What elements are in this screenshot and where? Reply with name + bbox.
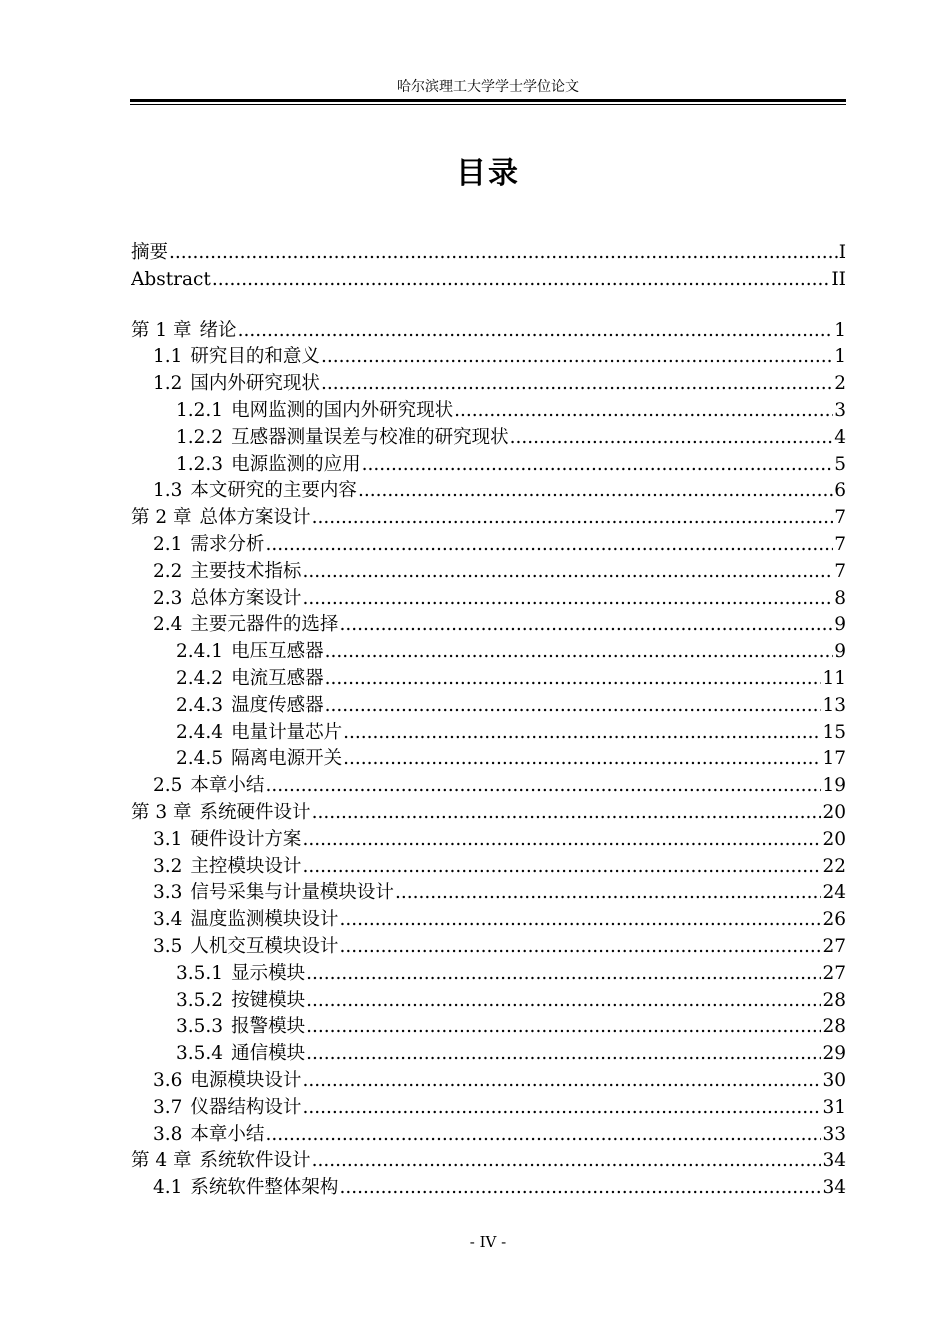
toc-entry-number: 第 3 章	[131, 801, 192, 823]
toc-entry-number: 2.2	[153, 560, 183, 582]
toc-entry-title: 电流互感器	[231, 667, 324, 689]
toc-entry[interactable]	[131, 1041, 846, 1068]
toc-entry[interactable]	[131, 854, 846, 881]
toc-entry-page: 7	[834, 507, 846, 529]
toc-entry[interactable]	[131, 961, 846, 988]
toc-entry-title: 主控模块设计	[190, 855, 302, 877]
toc-entry-page: 20	[822, 828, 846, 850]
toc-entry-page: 3	[834, 399, 846, 421]
toc-dot-leader	[321, 344, 833, 371]
toc-entry-title: 系统硬件设计	[199, 801, 311, 823]
toc-entry[interactable]	[131, 988, 846, 1015]
toc-dot-leader	[321, 371, 833, 398]
toc-entry-page: 26	[822, 909, 846, 931]
toc-entry-title: 电网监测的国内外研究现状	[231, 399, 454, 421]
toc-entry-title: 系统软件设计	[199, 1150, 311, 1172]
toc-entry-title: 人机交互模块设计	[190, 935, 339, 957]
toc-entry-title: 温度监测模块设计	[190, 909, 339, 931]
toc-entry-number: 2.4.1	[176, 641, 224, 663]
toc-entry-page: 17	[822, 748, 846, 770]
toc-entry[interactable]	[131, 452, 846, 479]
toc-dot-leader	[312, 505, 834, 532]
toc-entry-page: 9	[834, 614, 846, 636]
toc-entry-page: 7	[834, 533, 846, 555]
toc-entry[interactable]	[131, 1148, 846, 1175]
toc-entry-page: 1	[834, 319, 846, 341]
toc-entry-title: 绪论	[199, 319, 237, 341]
toc-dot-leader	[343, 746, 821, 773]
toc-entry-title: 仪器结构设计	[190, 1096, 302, 1118]
toc-entry-page: 27	[822, 935, 846, 957]
toc-entry-page: 19	[822, 775, 846, 797]
toc-entry-number: 1.2.1	[176, 399, 224, 421]
toc-entry-number: 3.7	[153, 1096, 183, 1118]
toc-entry-title: Abstract	[131, 268, 211, 290]
toc-dot-leader	[302, 559, 833, 586]
toc-dot-leader	[339, 612, 833, 639]
toc-entry[interactable]	[131, 666, 846, 693]
toc-entry[interactable]	[131, 267, 846, 294]
toc-dot-leader	[343, 720, 821, 747]
toc-entry[interactable]	[131, 318, 846, 345]
toc-entry-title: 总体方案设计	[199, 507, 311, 529]
toc-entry-number: 1.2	[153, 373, 183, 395]
toc-entry-number: 2.3	[153, 587, 183, 609]
toc-entry-number: 1.2.3	[176, 453, 224, 475]
toc-entry-page: 27	[822, 962, 846, 984]
toc-entry-number: 3.6	[153, 1069, 183, 1091]
toc-entry-page: 13	[822, 694, 846, 716]
toc-entry[interactable]	[131, 371, 846, 398]
toc-entry-page: 30	[822, 1069, 846, 1091]
toc-dot-leader	[325, 666, 822, 693]
toc-dot-leader	[306, 1041, 821, 1068]
toc-entry-title: 主要技术指标	[190, 560, 302, 582]
toc-entry-title: 隔离电源开关	[231, 748, 343, 770]
toc-entry-title: 国内外研究现状	[190, 373, 320, 395]
toc-entry-page: I	[838, 242, 846, 263]
toc-dot-leader	[302, 1095, 821, 1122]
toc-entry-number: 4.1	[153, 1177, 183, 1199]
toc-entry-number: 第 4 章	[131, 1150, 192, 1172]
toc-entry-title: 报警模块	[231, 1016, 306, 1038]
toc-entry-title: 通信模块	[231, 1043, 306, 1065]
toc-entry[interactable]	[131, 425, 846, 452]
toc-entry-number: 第 1 章	[131, 319, 192, 341]
toc-entry-page: 28	[822, 989, 846, 1011]
toc-entry-number: 3.5.3	[176, 1016, 224, 1038]
toc-dot-leader	[302, 827, 821, 854]
toc-dot-leader	[339, 907, 821, 934]
toc-dot-leader	[358, 478, 833, 505]
toc-entry[interactable]	[131, 398, 846, 425]
toc-entry-title: 显示模块	[231, 962, 306, 984]
toc-entry-number: 1.1	[153, 346, 183, 368]
toc-entry-page: 20	[822, 801, 846, 823]
toc-entry-number: 3.4	[153, 909, 183, 931]
toc-entry[interactable]	[131, 532, 846, 559]
toc-dot-leader	[510, 425, 834, 452]
toc-entry-page: 8	[834, 587, 846, 609]
toc-entry-number: 2.4.3	[176, 694, 224, 716]
toc-entry-number: 3.8	[153, 1123, 183, 1145]
toc-entry-title: 电源模块设计	[190, 1069, 302, 1091]
toc-entry[interactable]	[131, 1068, 846, 1095]
toc-entry-page: 7	[834, 560, 846, 582]
toc-entry-page: 5	[834, 453, 846, 475]
toc-entry-page: 15	[822, 721, 846, 743]
toc-entry-title: 信号采集与计量模块设计	[190, 882, 394, 904]
toc-dot-leader	[306, 1014, 821, 1041]
toc-entry-title: 系统软件整体架构	[190, 1177, 339, 1199]
toc-entry[interactable]	[131, 586, 846, 613]
toc-entry-page: 4	[834, 426, 846, 448]
toc-dot-leader	[265, 1122, 821, 1149]
toc-entry[interactable]	[131, 746, 846, 773]
toc-entry-title: 本章小结	[190, 1123, 265, 1145]
toc-entry-title: 主要元器件的选择	[190, 614, 339, 636]
toc-entry-page: 34	[822, 1150, 846, 1172]
toc-entry-number: 3.3	[153, 882, 183, 904]
toc-entry-number: 2.4.4	[176, 721, 224, 743]
toc-dot-leader	[312, 1148, 822, 1175]
page-number: - IV -	[469, 1233, 507, 1251]
toc-entry-title: 温度传感器	[231, 694, 324, 716]
header-rule-thin	[130, 104, 846, 105]
toc-entry[interactable]	[131, 478, 846, 505]
toc-entry-number: 3.2	[153, 855, 183, 877]
toc-entry[interactable]	[131, 505, 846, 532]
toc-entry-page: 28	[822, 1016, 846, 1038]
toc-dot-leader	[362, 452, 834, 479]
toc-entry[interactable]	[131, 880, 846, 907]
toc-entry-number: 3.5.1	[176, 962, 224, 984]
toc-entry-number: 3.5.2	[176, 989, 224, 1011]
toc-entry-page: 1	[834, 346, 846, 368]
toc-entry-title: 研究目的和意义	[190, 346, 320, 368]
toc-entry-page: 31	[822, 1096, 846, 1118]
toc-entry-page: 33	[822, 1123, 846, 1145]
page-title: 目录	[456, 156, 520, 191]
toc-entry-number: 2.4.5	[176, 748, 224, 770]
toc-entry-page: 2	[834, 373, 846, 395]
toc-dot-leader	[212, 267, 831, 294]
toc-entry[interactable]	[131, 800, 846, 827]
toc-entry[interactable]	[131, 907, 846, 934]
toc-entry-page: 11	[822, 667, 846, 689]
toc-dot-leader	[306, 988, 821, 1015]
toc-entry-page: 6	[834, 480, 846, 502]
toc-entry[interactable]	[131, 639, 846, 666]
toc-dot-leader	[312, 800, 822, 827]
toc-dot-leader	[169, 240, 838, 267]
toc-entry-number: 2.5	[153, 775, 183, 797]
toc-dot-leader	[265, 532, 833, 559]
toc-entry-title: 互感器测量误差与校准的研究现状	[231, 426, 509, 448]
toc-entry[interactable]	[131, 1095, 846, 1122]
toc-entry-title: 总体方案设计	[190, 587, 302, 609]
toc-entry-number: 2.1	[153, 533, 183, 555]
toc-dot-leader	[395, 880, 822, 907]
toc-dot-leader	[238, 318, 834, 345]
toc-dot-leader	[325, 639, 834, 666]
toc-entry-number: 1.2.2	[176, 426, 224, 448]
toc-entry-number: 第 2 章	[131, 507, 192, 529]
toc-entry-number: 3.1	[153, 828, 183, 850]
toc-entry-page: II	[831, 268, 846, 290]
toc-entry[interactable]	[131, 827, 846, 854]
toc-entry-page: 9	[834, 641, 846, 663]
toc-entry-page: 29	[822, 1043, 846, 1065]
toc-dot-leader	[306, 961, 821, 988]
toc-dot-leader	[302, 854, 821, 881]
toc-entry-number: 2.4.2	[176, 667, 224, 689]
toc-entry-title: 电压互感器	[231, 641, 324, 663]
toc-entry[interactable]	[131, 1122, 846, 1149]
toc-entry-title: 电源监测的应用	[231, 453, 361, 475]
toc-entry[interactable]	[131, 344, 846, 371]
toc-entry-number: 2.4	[153, 614, 183, 636]
toc-entry-title: 硬件设计方案	[190, 828, 302, 850]
toc-entry[interactable]	[131, 1014, 846, 1041]
toc-entry-page: 24	[822, 882, 846, 904]
toc-entry[interactable]	[131, 720, 846, 747]
toc-dot-leader	[454, 398, 833, 425]
toc-entry-title: 电量计量芯片	[231, 721, 343, 743]
toc-entry-title: 本章小结	[190, 775, 265, 797]
toc-dot-leader	[339, 1175, 821, 1202]
toc-dot-leader	[302, 586, 833, 613]
toc-entry[interactable]	[131, 773, 846, 800]
running-header: 哈尔滨理工大学学士学位论文	[397, 79, 579, 95]
toc-entry-title: 按键模块	[231, 989, 306, 1011]
toc-entry-title: 摘要	[131, 242, 169, 263]
toc-entry-number: 3.5.4	[176, 1043, 224, 1065]
table-of-contents	[131, 240, 846, 1202]
toc-dot-leader	[325, 693, 822, 720]
toc-entry-page: 22	[822, 855, 846, 877]
toc-entry-page: 34	[822, 1177, 846, 1199]
toc-entry-title: 需求分析	[190, 533, 265, 555]
toc-entry-title: 本文研究的主要内容	[190, 480, 357, 502]
toc-entry[interactable]	[131, 1175, 846, 1202]
toc-dot-leader	[339, 934, 821, 961]
header-rule-thick	[130, 99, 846, 102]
toc-entry-number: 1.3	[153, 480, 183, 502]
toc-entry-number: 3.5	[153, 935, 183, 957]
toc-entry[interactable]	[131, 612, 846, 639]
toc-entry[interactable]	[131, 559, 846, 586]
toc-entry[interactable]	[131, 693, 846, 720]
toc-dot-leader	[302, 1068, 821, 1095]
toc-entry[interactable]	[131, 240, 846, 267]
toc-dot-leader	[265, 773, 821, 800]
toc-entry[interactable]	[131, 934, 846, 961]
